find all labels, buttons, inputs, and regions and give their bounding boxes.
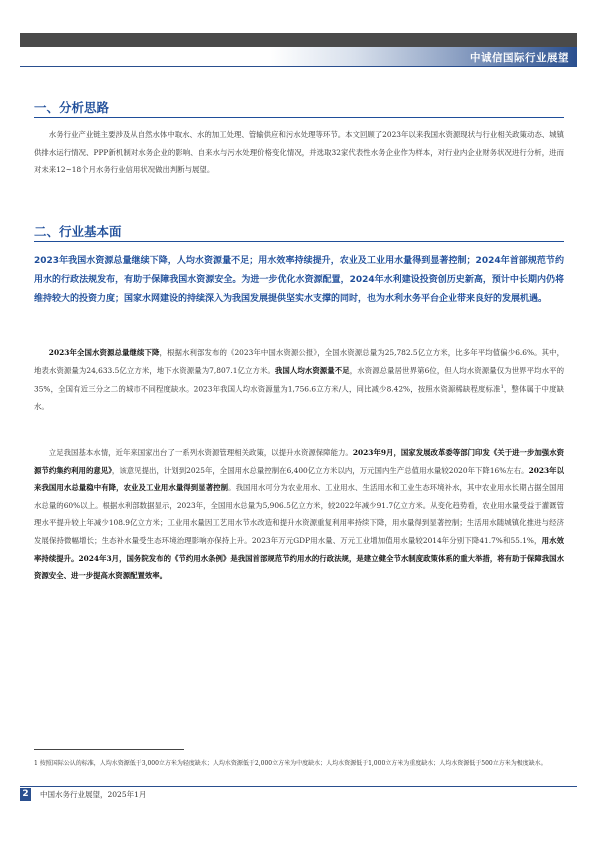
p1-text-3: ，整体属于中度缺水。 bbox=[34, 384, 564, 412]
p2-text-3: 。我国用水可分为农业用水、工业用水、生活用水和工业生态环境补水，其中农业用水长期占据全国用水总量的60%以上。根据水利部数据显示，2023年，全国用水总量为5,906.5亿立方米，较2022年减少91.7亿立方米。从变化趋势看，农业用水量受益于灌溉管理水平提升较上年减少108.9亿立方米；工业用水量因工艺用水节水改造和提升水资源重复利用率持续下降，用水量得到显著控制；生活用水随城镇化推进与经济发展保持微幅增长；生态补水量受生态环境治理影响亦保持上升。2023年万元GDP用水量、万元工业增加值用水量较2014年分别下降41.7%和55.1%， bbox=[34, 483, 564, 545]
p1-text-2: ，水资源总量居世界第6位，但人均水资源量仅为世界平均水平的35%，全国有近三分之二的城市不同程度缺水。2023年我国人均水资源量为1,756.6立方米/人，同比减少8.42%，按照水资源稀缺程度标准 bbox=[34, 365, 564, 394]
section1-rule bbox=[34, 117, 564, 118]
p2-text-1: 立足我国基本水情，近年来国家出台了一系列水资源管理相关政策，以提升水资源保障能力。 bbox=[48, 448, 353, 457]
section2-lead: 2023年我国水资源总量继续下降，人均水资源量不足；用水效率持续提升，农业及工业用水量得到显著控制；2024年首部规范节约用水的行政法规发布，有助于保障我国水资源安全。为进一步优化水资源配置，2024年水利建设投资创历史新高，预计中长期内仍将维持较大的投资力度；国家水网建设的持续深入为我国发展提供坚实水支撑的同时，也为水利水务平台企业带来良好的发展机遇。 bbox=[34, 256, 564, 305]
footnote-rule bbox=[34, 749, 184, 750]
p2-bold-1: 2023年9月，国家发展改革委等部门印发《关于进一步加强水资源节约集约利用的意见》 bbox=[34, 448, 564, 475]
p2-text-2: ，该意见提出，计划到2025年，全国用水总量控制在6,400亿立方米以内，万元国内生产总值用水量较2020年下降16%左右。 bbox=[111, 465, 529, 475]
section1-title: 一、分析思路 bbox=[34, 100, 110, 115]
page-number: 2 bbox=[20, 788, 31, 801]
section2-paragraph-1 bbox=[34, 344, 564, 416]
footer-text: 中国水务行业展望，2025年1月 bbox=[40, 790, 147, 799]
footnote-ref: 1 bbox=[500, 384, 504, 391]
p2-bold-2: 2023年以来我国用水总量稳中有降，农业及工业用水量得到显著控制 bbox=[34, 465, 564, 493]
header-brand: 中诚信国际行业展望 bbox=[470, 52, 569, 64]
footer-rule bbox=[20, 786, 577, 787]
footnote: 1 按照国际公认的标准，人均水资源低于3,000立方米为轻度缺水；人均水资源低于2,000立方米为中度缺水；人均水资源低于1,000立方米为重度缺水；人均水资源低于500立方米为极度缺水。 bbox=[34, 760, 547, 767]
header-dark-bar bbox=[20, 33, 577, 47]
p1-text-1: ，根据水利部发布的《2023年中国水资源公报》，全国水资源总量为25,782.5亿立方米，比多年平均值偏少6.6%。其中，地表水资源量为24,633.5亿立方米，地下水资源量为7,807.1亿立方米。 bbox=[34, 348, 564, 375]
section2-paragraph-2 bbox=[34, 444, 564, 585]
header-rule bbox=[20, 66, 577, 67]
section2-title: 二、行业基本面 bbox=[34, 224, 122, 239]
section1-paragraph: 水务行业产业链主要涉及从自然水体中取水、水的加工处理、管输供应和污水处理等环节。本文回顾了2023年以来我国水资源现状与行业相关政策动态、城镇供排水运行情况、PPP新机制对水务企业的影响、自来水与污水处理价格变化情况，并选取32家代表性水务企业作为样本，对行业内企业财务状况进行分析，进而对未来12~18个月水务行业信用状况做出判断与展望。 bbox=[34, 130, 564, 175]
p1-bold-2: 我国人均水资源量不足 bbox=[274, 365, 350, 375]
section2-rule bbox=[34, 241, 564, 242]
p2-bold-3: 用水效率持续提升。2024年3月，国务院发布的《节约用水条例》是我国首部规范节约用水的行政法规，是建立健全节水制度政策体系的重大举措，将有助于保障我国水资源安全、进一步提高水资源配置效率。 bbox=[34, 535, 564, 581]
p1-bold-1: 2023年全国水资源总量继续下降 bbox=[48, 348, 160, 357]
